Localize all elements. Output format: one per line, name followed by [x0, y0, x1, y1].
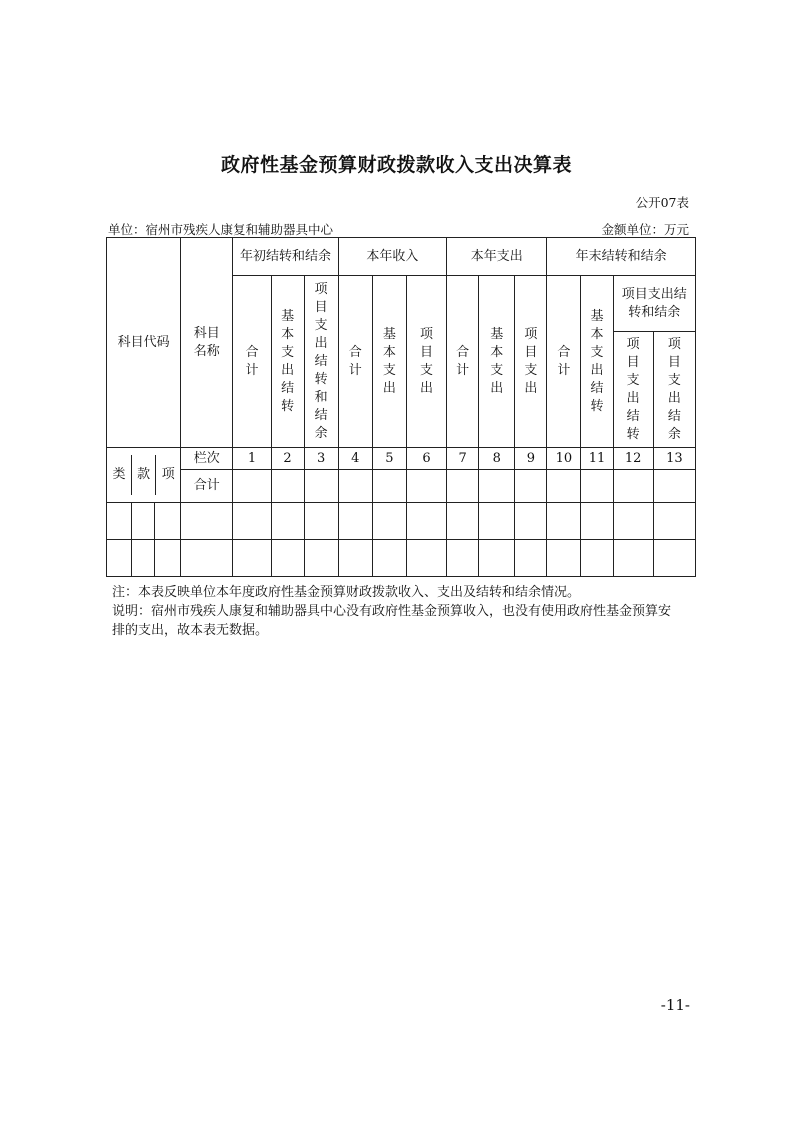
group-end-header: 年末结转和结余 [547, 238, 696, 276]
class-label: 类 [107, 455, 131, 495]
table-cell [653, 470, 695, 503]
col-number: 9 [515, 448, 547, 470]
col-number: 7 [447, 448, 479, 470]
table-cell [155, 503, 181, 540]
table-cell [479, 470, 515, 503]
form-code: 公开07表 [635, 195, 689, 210]
total-row-label: 合计 [181, 470, 233, 503]
table-cell [155, 540, 181, 577]
table-cell [447, 470, 479, 503]
table-cell [107, 540, 132, 577]
table-cell [271, 470, 304, 503]
amount-unit: 金额单位：万元 [601, 222, 689, 237]
table-note: 注：本表反映单位本年度政府性基金预算财政拨款收入、支出及结转和结余情况。 [112, 585, 581, 600]
table-cell [304, 540, 338, 577]
subject-code-header: 科目代码 [107, 238, 181, 448]
unit-label: 单位：宿州市残疾人康复和辅助器具中心 [108, 222, 334, 237]
table-cell [479, 540, 515, 577]
col-header: 基本支出 [479, 276, 515, 448]
row-index-label: 栏次 [181, 448, 233, 470]
col-number: 10 [547, 448, 581, 470]
col-header: 基本支出结转 [581, 276, 613, 448]
col-number: 2 [271, 448, 304, 470]
table-cell [304, 470, 338, 503]
table-cell [338, 470, 372, 503]
table-cell [613, 503, 653, 540]
table-cell [653, 540, 695, 577]
table-cell [447, 540, 479, 577]
table-cell [406, 540, 446, 577]
col-number: 13 [653, 448, 695, 470]
subject-name-header: 科目名称 [181, 238, 233, 448]
col-header: 合计 [547, 276, 581, 448]
table-cell [181, 503, 233, 540]
col-header-project-sub: 项目支出结转和结余 [613, 276, 695, 332]
col-header: 基本支出 [372, 276, 406, 448]
table-cell [372, 470, 406, 503]
table-cell [515, 540, 547, 577]
table-cell [479, 503, 515, 540]
table-cell [406, 503, 446, 540]
col-number: 5 [372, 448, 406, 470]
col-header: 合计 [338, 276, 372, 448]
class-section-item-cell [107, 448, 181, 503]
table-cell [547, 503, 581, 540]
group-income-header: 本年收入 [338, 238, 446, 276]
table-cell [515, 470, 547, 503]
col-number: 11 [581, 448, 613, 470]
group-expense-header: 本年支出 [447, 238, 547, 276]
table-cell [304, 503, 338, 540]
table-cell [338, 540, 372, 577]
col-header: 项目支出 [406, 276, 446, 448]
table-cell [581, 540, 613, 577]
col-number: 12 [613, 448, 653, 470]
table-cell [233, 503, 271, 540]
table-cell [547, 470, 581, 503]
col-header: 合计 [233, 276, 271, 448]
table-cell [107, 503, 132, 540]
col-header: 项目支出结转 [613, 332, 653, 448]
table-cell [338, 503, 372, 540]
table-cell [515, 503, 547, 540]
table-cell [581, 503, 613, 540]
table-cell [613, 470, 653, 503]
table-cell [372, 540, 406, 577]
table-cell [547, 540, 581, 577]
table-cell [132, 503, 155, 540]
col-header: 项目支出结余 [653, 332, 695, 448]
table-cell [132, 540, 155, 577]
col-number: 6 [406, 448, 446, 470]
col-header: 基本支出结转 [271, 276, 304, 448]
col-number: 8 [479, 448, 515, 470]
table-cell [271, 503, 304, 540]
table-cell [653, 503, 695, 540]
col-number: 3 [304, 448, 338, 470]
col-number: 4 [338, 448, 372, 470]
table-cell [233, 470, 271, 503]
table-explanation: 说明：宿州市残疾人康复和辅助器具中心没有政府性基金预算收入，也没有使用政府性基金预算安排的支出，故本表无数据。 [112, 604, 672, 638]
section-label: 款 [131, 455, 155, 495]
col-number: 1 [233, 448, 271, 470]
table-cell [181, 540, 233, 577]
table-cell [372, 503, 406, 540]
table-cell [233, 540, 271, 577]
table-cell [447, 503, 479, 540]
table-cell [271, 540, 304, 577]
col-header: 项目支出结转和结余 [304, 276, 338, 448]
page-number: -11- [660, 996, 690, 1014]
group-begin-header: 年初结转和结余 [233, 238, 338, 276]
table-cell [406, 470, 446, 503]
col-header: 合计 [447, 276, 479, 448]
item-label: 项 [161, 467, 175, 482]
page-title: 政府性基金预算财政拨款收入支出决算表 [220, 154, 572, 176]
table-cell [581, 470, 613, 503]
table-cell [613, 540, 653, 577]
budget-table [106, 237, 696, 577]
col-header: 项目支出 [515, 276, 547, 448]
